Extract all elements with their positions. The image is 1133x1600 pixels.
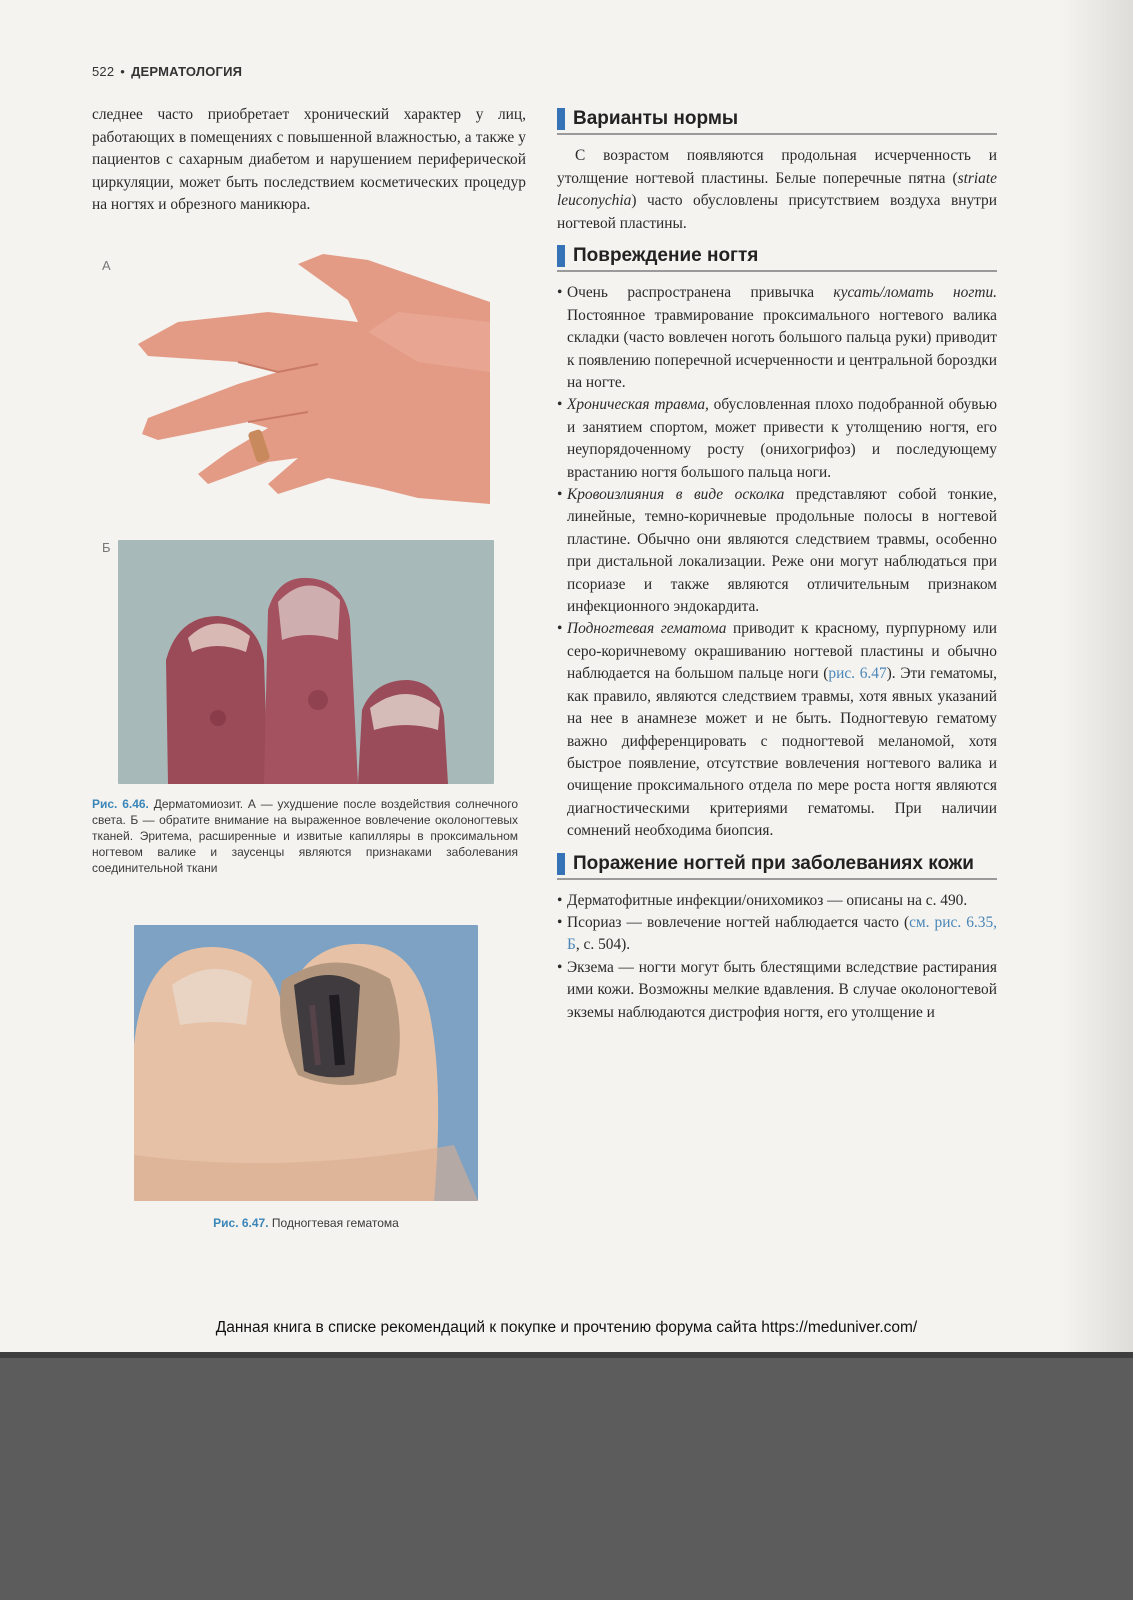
section-heading-nail-damage: [557, 245, 997, 272]
skin-disease-list: [557, 890, 997, 1024]
page-number: 522: [92, 64, 115, 79]
footer-note: Данная книга в списке рекомендаций к покупке и прочтению форума сайта https://meduniver.com/: [215, 1319, 918, 1336]
page-edge-shadow: [1063, 0, 1133, 1370]
norm-term: striate leuconychia: [557, 169, 997, 210]
fingers-illustration: [118, 540, 494, 784]
item-text: Очень распространена привычка: [567, 284, 834, 302]
figure-647-caption: [134, 1215, 478, 1231]
norm-text-part1: С возрастом появляются продольная исчерченность и утолщение ногтевой пластины. Белые поперечные пятна (: [557, 147, 997, 187]
list-item: [557, 618, 997, 842]
heading-text: Варианты нормы: [573, 108, 739, 129]
item-text: приводит к красному, пурпурному или серо-коричневому окрашиванию ногтевой пластины и обычно наблюдается на большом пальце ноги (: [567, 620, 997, 683]
list-item: [557, 394, 997, 484]
running-header: [92, 64, 242, 79]
item-text: представляют собой тонкие, линейные, темно-коричневые продольные полосы в ногтевой пластине. Обычно они являются следствием травмы, особенно при дистальной локализации. Реже они могут наблюдаться при псориазе и также являются отличительным признаком инфекционного эндокардита.: [567, 486, 997, 616]
list-item: [557, 912, 997, 957]
figure-647-toe-photo: [134, 925, 478, 1201]
figure-647-text: Подногтевая гематома: [271, 1216, 399, 1230]
item-term: Кровоизлияния в виде осколка: [567, 486, 785, 504]
figure-646-caption: [92, 796, 518, 876]
toe-illustration: [134, 925, 478, 1201]
heading-text: Повреждение ногтя: [573, 245, 759, 267]
list-item: • Дерматофитные инфекции/онихомикоз — описаны на с. 490.: [557, 890, 997, 912]
figure-647-label: Рис. 6.47.: [213, 1216, 269, 1230]
header-section-title: ДЕРМАТОЛОГИЯ: [131, 64, 243, 79]
figure-b-letter: Б: [102, 540, 111, 555]
header-separator: •: [120, 64, 126, 79]
right-column: [557, 108, 997, 1024]
left-column: [92, 104, 526, 217]
figure-646b-fingers-photo: [118, 540, 494, 784]
norm-variants-paragraph: [557, 145, 997, 235]
nail-damage-list: [557, 282, 997, 842]
item-term: Подногтевая гематома: [567, 620, 727, 638]
figure-646-label: Рис. 6.46.: [92, 797, 149, 811]
item-text: , с. 504).: [575, 936, 631, 954]
list-item: • Экзема — ногти могут быть блестящими вследствие растирания ими кожи. Возможны мелкие вдавления. В случае околоногтевой экземы наблюдаются дистрофия ногтя, его утолщение и: [557, 957, 997, 1024]
norm-text-part2: ) часто обусловлены присутствием воздуха внутри ногтевой пластины.: [557, 192, 997, 232]
item-term: кусать/ломать ногти.: [833, 284, 997, 302]
list-item: [557, 282, 997, 394]
list-item: [557, 484, 997, 618]
figure-a-letter: А: [102, 258, 111, 273]
bottom-dark-band: [0, 1352, 1133, 1600]
figure-646-text: Дерматомиозит. А — ухудшение после воздействия солнечного света. Б — обратите внимание на выраженное вовлечение околоногтевых тканей. Эритема, расширенные и извитые капилляры в проксимальном ногтевом валике и заусенцы являются признаками заболевания соединительной ткани: [92, 797, 519, 875]
item-term: Хроническая травма,: [567, 396, 709, 414]
figure-646a-hand-photo: [118, 252, 496, 514]
bottom-band-edge: [0, 1352, 1133, 1358]
figure-link[interactable]: рис. 6.47: [828, 665, 887, 683]
hand-illustration: [118, 252, 496, 514]
item-text: ). Эти гематомы, как правило, являются следствием травмы, хотя явных указаний на нее в анамнезе может и не быть. Подногтевую гематому важно дифференцировать с подногтевой меланомой, хотя быстрое появление, отсутствие вовлечения ногтевого валика и очищение проксимального отдела по мере роста ногтя являются диагностическими критериями гематомы. При наличии сомнений необходима биопсия.: [567, 665, 997, 840]
section-heading-norm-variants: [557, 108, 997, 135]
item-text: обусловленная плохо подобранной обувью и занятием спортом, может привести к утолщению ногтя, его неупорядоченному росту (онихогрифоз) и последующему врастанию ногтя большого пальца ноги.: [567, 396, 997, 481]
section-heading-skin-disease: [557, 853, 997, 880]
heading-accent-bar: [557, 245, 565, 267]
figure-link[interactable]: см. рис. 6.35, Б: [567, 913, 997, 954]
item-text: Постоянное травмирование проксимального ногтевого валика складки (часто вовлечен ноготь большого пальца руки) приводит к появлению поперечной исчерченности и центральной бороздки на ногте.: [567, 306, 997, 391]
intro-paragraph: следнее часто приобретает хронический характер у лиц, работающих в помещениях с повышенной влажностью, а также у пациентов с сахарным диабетом и нарушением периферической циркуляции, может быть последствием косметических процедур на ногтях и обрезного маникюра.: [92, 106, 526, 214]
item-text: Псориаз — вовлечение ногтей наблюдается часто (: [567, 913, 910, 931]
heading-text: Поражение ногтей при заболеваниях кожи: [573, 852, 974, 874]
heading-accent-bar: [557, 108, 565, 130]
heading-accent-bar: [557, 853, 565, 875]
